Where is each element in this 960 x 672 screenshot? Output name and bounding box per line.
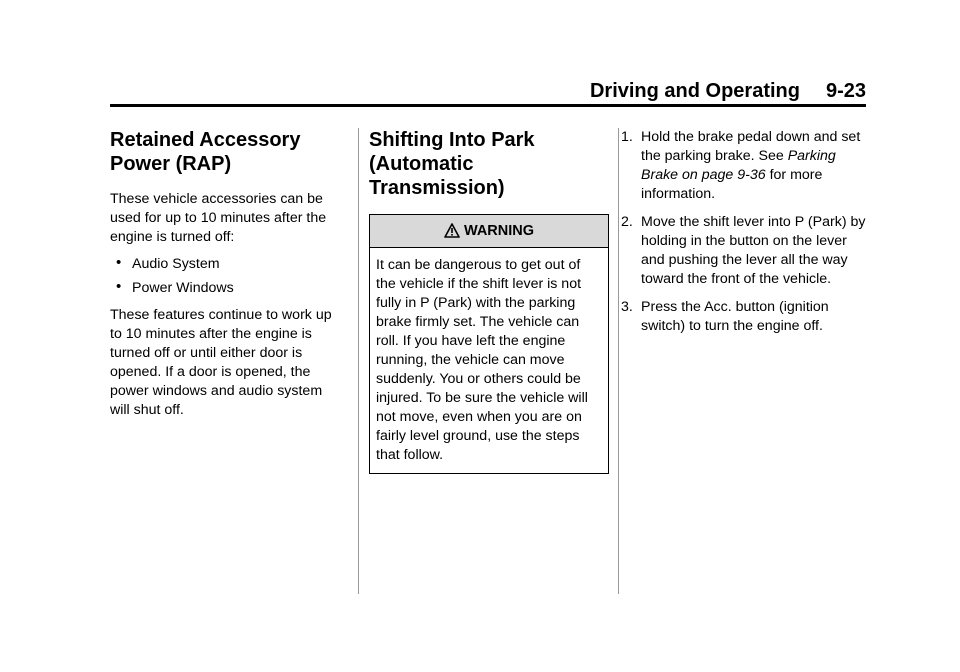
list-item xyxy=(621,298,871,336)
list-item xyxy=(621,128,871,204)
park-steps xyxy=(621,128,871,336)
warning-header xyxy=(370,215,608,248)
column-divider xyxy=(618,128,619,594)
warning-text: It can be dangerous to get out of the vehicle if the shift lever is not fully in P (Park) with the parking brake firmly set. The vehicle can roll. If you have left the engine running, the vehicle can move suddenly. You or others could be injured. To be sure the vehicle will not move, even when you are on fairly level ground, use the steps that follow. xyxy=(376,257,588,463)
column-rap xyxy=(110,128,345,428)
step-text: Move the shift lever into P (Park) by holding in the button on the lever and pushing the lever all the way toward the front of the vehicle. xyxy=(641,214,866,287)
rap-heading: Retained Accessory Power (RAP) xyxy=(110,129,301,175)
rap-body: These features continue to work up to 10 minutes after the engine is turned off or until either door is opened. If a door is opened, the power windows and audio system will shut off. xyxy=(110,307,332,418)
step-text: Hold the brake pedal down and set the parking brake. See xyxy=(641,129,861,164)
step-number: 1. xyxy=(621,129,633,145)
warning-box xyxy=(369,214,609,474)
list-item: • Power Windows xyxy=(110,279,345,298)
step-text: for more information. xyxy=(641,167,823,202)
cross-reference: Parking Brake on page 9-36 xyxy=(641,148,836,183)
rap-accessory-list xyxy=(110,255,345,298)
list-item: • Audio System xyxy=(110,255,345,274)
warning-triangle-icon xyxy=(444,223,460,238)
section-title: Driving and Operating xyxy=(589,80,800,102)
column-steps xyxy=(621,128,871,345)
step-number: 3. xyxy=(621,299,633,315)
rap-intro: These vehicle accessories can be used for up to 10 minutes after the engine is turned off: xyxy=(110,191,327,245)
park-heading: Shifting Into Park (Automatic Transmission) xyxy=(369,129,535,199)
list-item xyxy=(621,213,871,289)
column-park xyxy=(369,128,609,474)
warning-label: WARNING xyxy=(463,223,535,239)
page-number: 9-23 xyxy=(825,80,866,102)
step-number: 2. xyxy=(621,214,633,230)
column-divider xyxy=(358,128,359,594)
step-text: Press the Acc. button (ignition switch) to turn the engine off. xyxy=(641,299,829,334)
page-header xyxy=(110,78,866,107)
